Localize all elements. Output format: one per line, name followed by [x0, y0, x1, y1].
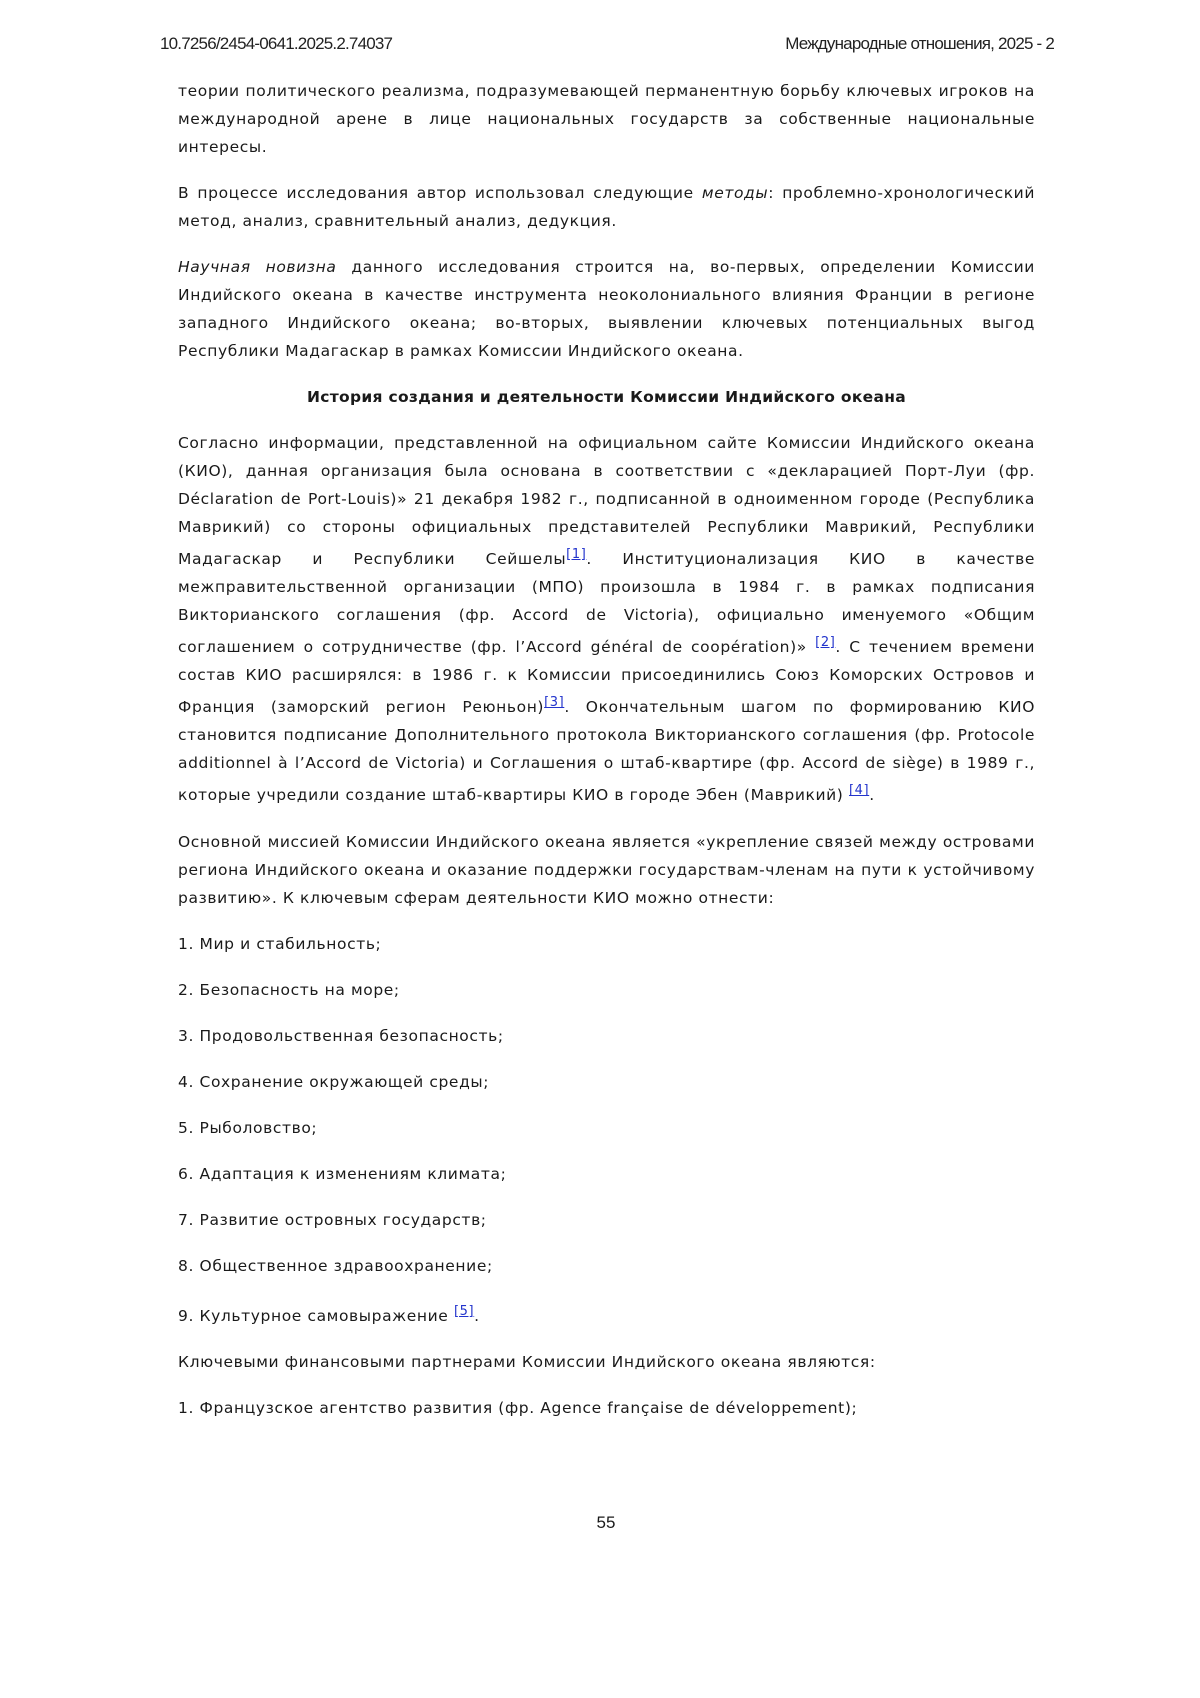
- footnote-link-1[interactable]: [1]: [566, 547, 586, 562]
- footnote-link-3[interactable]: [3]: [544, 695, 564, 710]
- text: : проблемно-хронологический метод, анализ, сравнительный анализ, дедукция.: [178, 184, 1035, 230]
- activity-list: [178, 930, 1035, 1330]
- emphasis: Научная новизна: [178, 258, 336, 276]
- text: Согласно информации, представленной на официальном сайте Комиссии Индийского океана (КИО), данная организация была основана в соответствии с «декларацией Порт-Луи (фр. Déclaration de Port-Louis)» 21 декабря 1982 г., подписанной в одноименном городе (Республика Маврикий) со стороны официальных представителей Республики Маврикий, Республики Мадагаскар и Республики Сейшелы: [178, 434, 1035, 568]
- text: . С течением времени состав КИО расширялся: в 1986 г. к Комиссии присоединились Союз Коморских Островов и Франция (заморский регион Реюньон): [178, 638, 1035, 716]
- list-item: 4. Сохранение окружающей среды;: [178, 1068, 1035, 1096]
- paragraph-partners: Ключевыми финансовыми партнерами Комиссии Индийского океана являются:: [178, 1348, 1035, 1376]
- footnote-link-4[interactable]: [4]: [849, 783, 869, 798]
- page-number: 55: [0, 1513, 1200, 1533]
- text: .: [869, 787, 875, 805]
- list-item: 1. Французское агентство развития (фр. Agence française de développement);: [178, 1394, 1035, 1422]
- text: .: [474, 1307, 480, 1325]
- list-item: 3. Продовольственная безопасность;: [178, 1022, 1035, 1050]
- paragraph-history: [178, 429, 1035, 810]
- text: . Институционализация КИО в качестве межправительственной организации (МПО) произошла в 1984 г. в рамках подписания Викторианского соглашения (фр. Accord de Victoria), официально именуемого «Общим соглашением о сотрудничестве (фр. l’Accord général de coopération)»: [178, 550, 1035, 656]
- list-item: 1. Мир и стабильность;: [178, 930, 1035, 958]
- text: данного исследования строится на, во-первых, определении Комиссии Индийского океана в качестве инструмента неоколониального влияния Франции в регионе западного Индийского океана; во-вторых, выявлении ключевых потенциальных выгод Республики Мадагаскар в рамках Комиссии Индийского океана.: [178, 258, 1035, 360]
- list-item: 7. Развитие островных государств;: [178, 1206, 1035, 1234]
- paragraph-mission: Основной миссией Комиссии Индийского океана является «укрепление связей между островами региона Индийского океана и оказание поддержки государствам-членам на пути к устойчивому развитию». К ключевым сферам деятельности КИО можно отнести:: [178, 828, 1035, 912]
- paragraph-novelty: [178, 253, 1035, 365]
- text: 9. Культурное самовыражение: [178, 1307, 454, 1325]
- journal-title: Международные отношения, 2025 - 2: [785, 34, 1054, 54]
- list-item: [178, 1298, 1035, 1330]
- text: В процессе исследования автор использовал следующие: [178, 184, 702, 202]
- list-item: 6. Адаптация к изменениям климата;: [178, 1160, 1035, 1188]
- paragraph-methods: [178, 179, 1035, 235]
- footnote-link-2[interactable]: [2]: [815, 635, 835, 650]
- emphasis: методы: [702, 184, 768, 202]
- list-item: 2. Безопасность на море;: [178, 976, 1035, 1004]
- list-item: 8. Общественное здравоохранение;: [178, 1252, 1035, 1280]
- doi: 10.7256/2454-0641.2025.2.74037: [160, 34, 392, 54]
- text: . Окончательным шагом по формированию КИО становится подписание Дополнительного протокола Викторианского соглашения (фр. Protocole additionnel à l’Accord de Victoria) и Соглашения о штаб-квартире (фр. Accord de siège) в 1989 г., которые учредили создание штаб-квартиры КИО в городе Эбен (Маврикий): [178, 698, 1035, 804]
- page-body: [178, 77, 1035, 1440]
- section-heading: История создания и деятельности Комиссии Индийского океана: [178, 383, 1035, 411]
- paragraph: теории политического реализма, подразумевающей перманентную борьбу ключевых игроков на международной арене в лице национальных государств за собственные национальные интересы.: [178, 77, 1035, 161]
- footnote-link-5[interactable]: [5]: [454, 1304, 474, 1319]
- list-item: 5. Рыболовство;: [178, 1114, 1035, 1142]
